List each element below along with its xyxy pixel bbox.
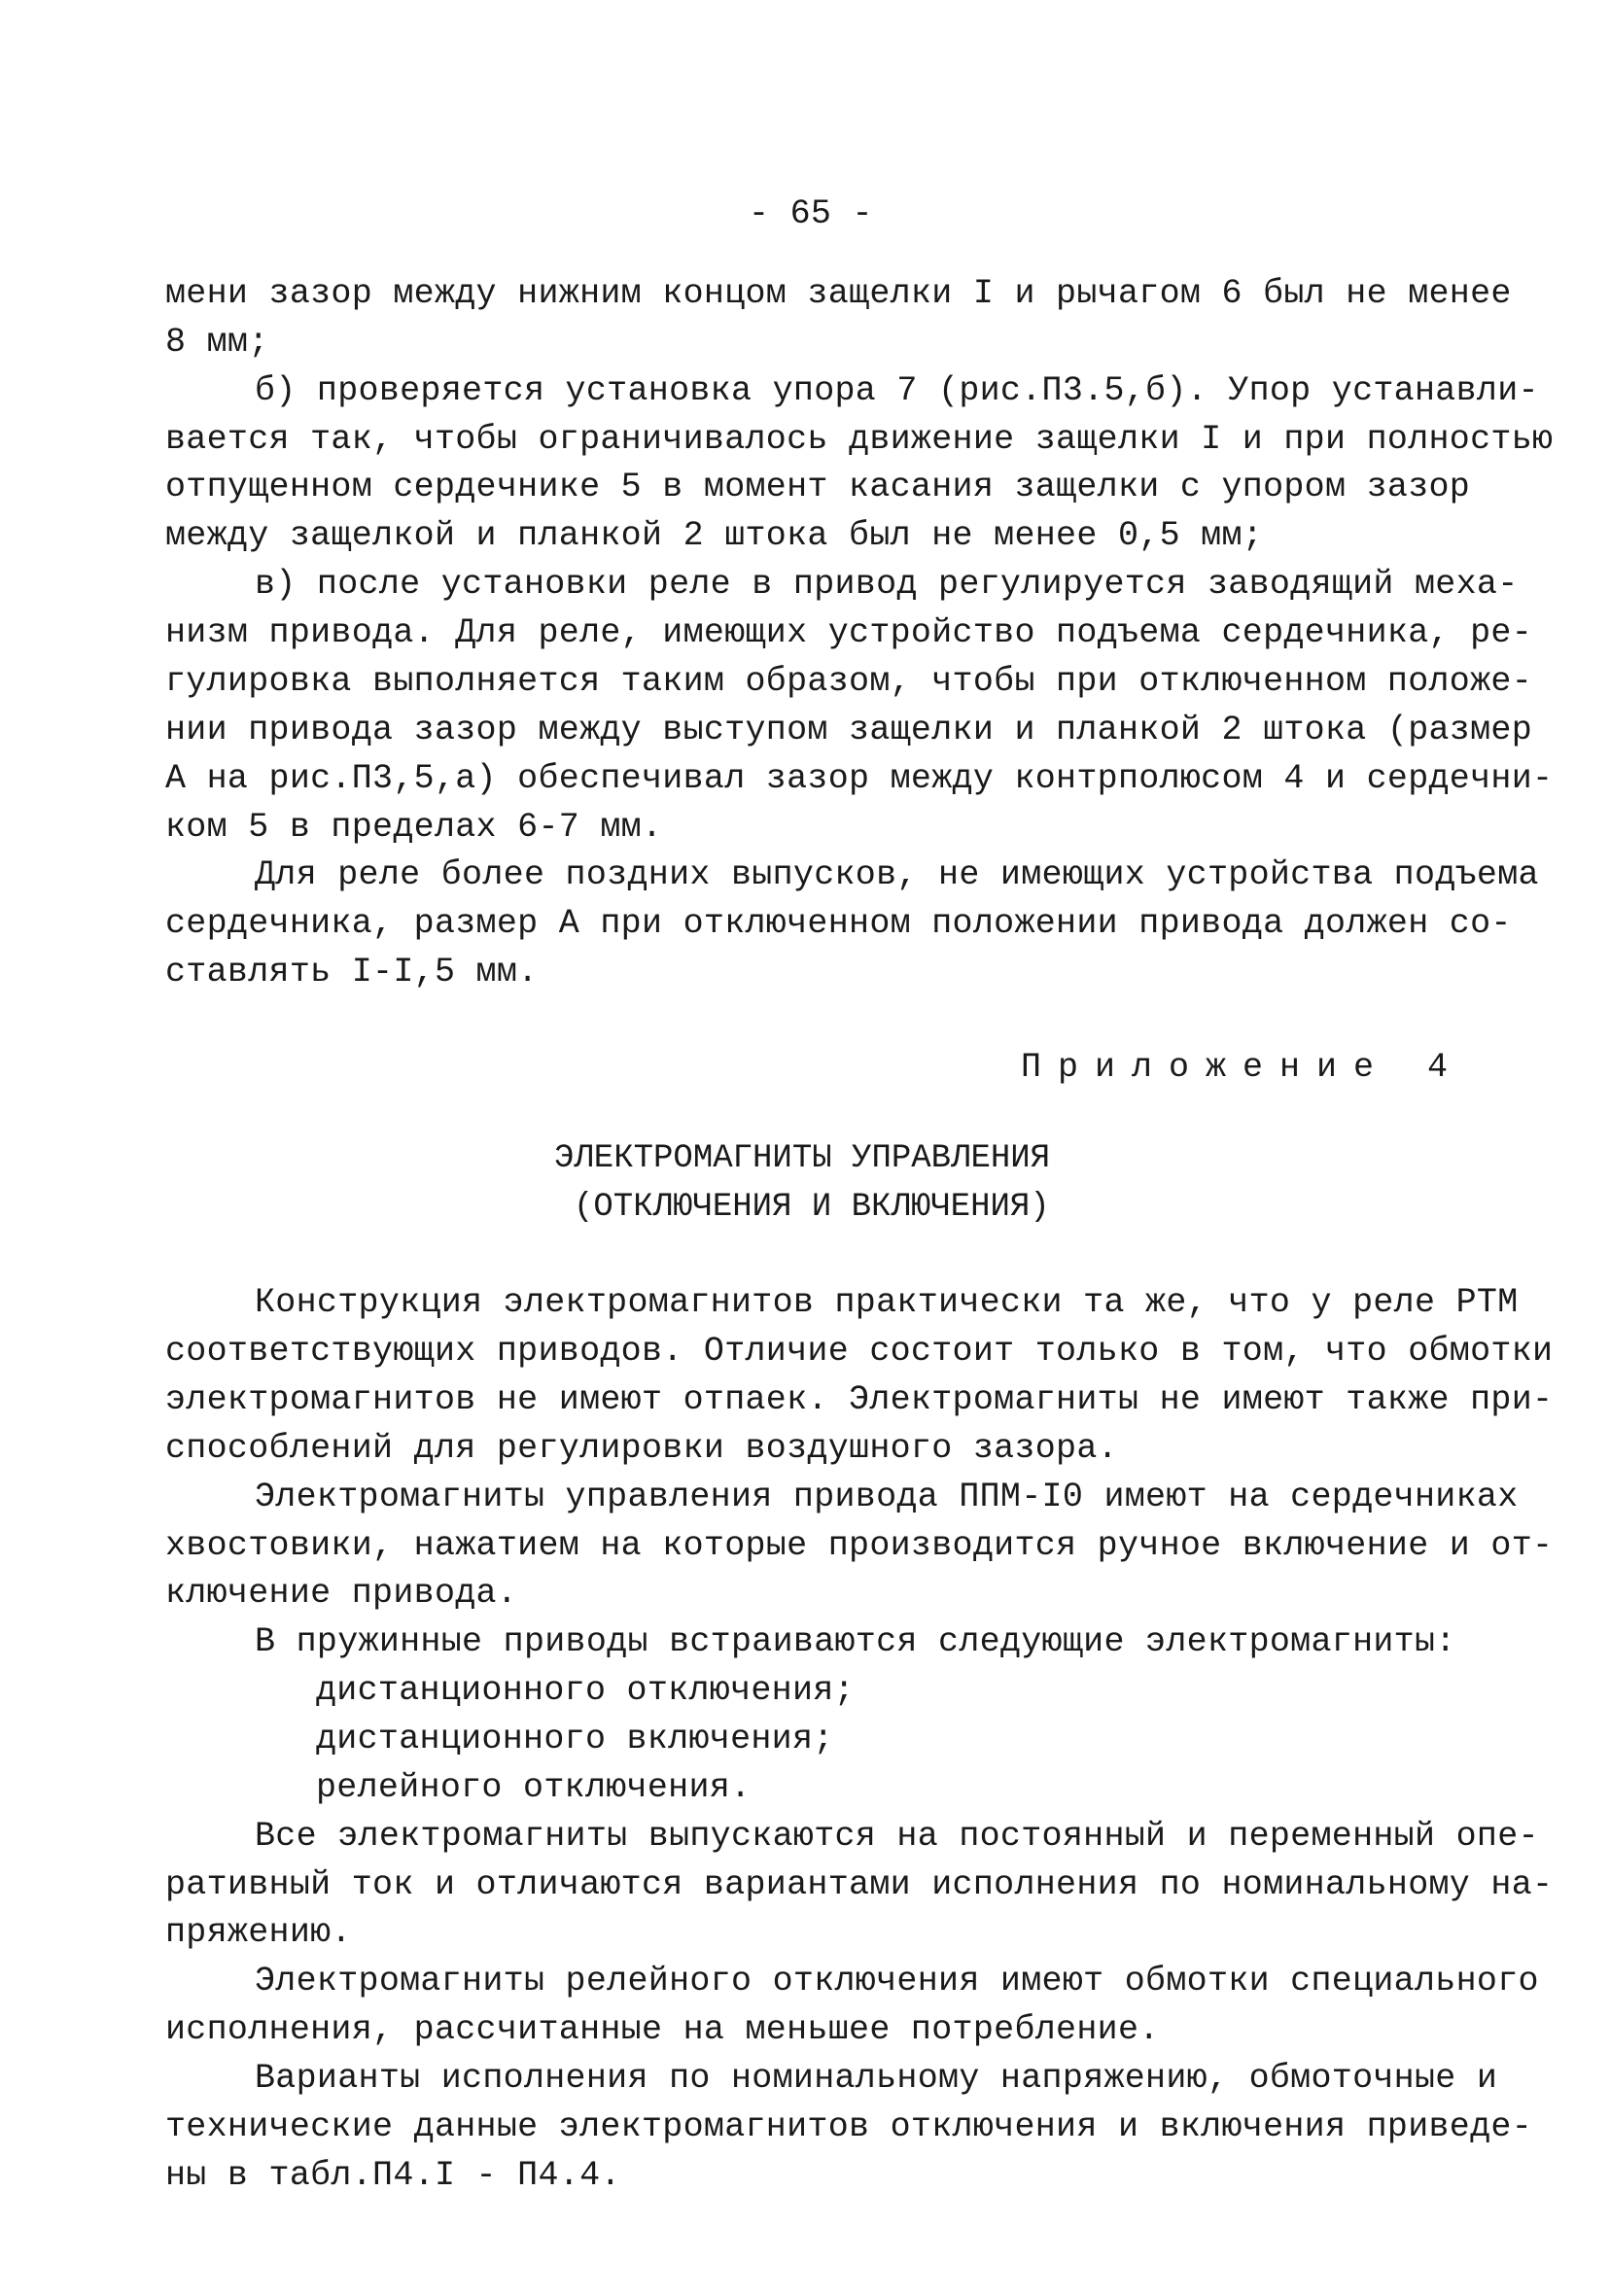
text-line: гулировка выполняется таким образом, чтобы при отключенном положе- <box>165 662 1533 701</box>
list-item: релейного отключения. <box>316 1768 752 1807</box>
text-line: в) после установки реле в привод регулируется заводящий меха- <box>255 565 1519 604</box>
text-line: исполнения, рассчитанные на меньшее потребление. <box>165 2010 1160 2049</box>
text-line: Электромагниты релейного отключения имеют обмотки специального <box>255 1962 1539 2000</box>
appendix-label: Приложение 4 <box>1020 1048 1464 1087</box>
section-title-line-1: ЭЛЕКТРОМАГНИТЫ УПРАВЛЕНИЯ <box>554 1140 1051 1177</box>
text-line: соответствующих приводов. Отличие состоит только в том, что обмотки <box>165 1332 1554 1371</box>
text-line: ключение привода. <box>165 1574 518 1613</box>
text-line: ративный ток и отличаются вариантами исполнения по номинальному на- <box>165 1865 1554 1904</box>
text-line: между защелкой и планкой 2 штока был не менее 0,5 мм; <box>165 516 1264 555</box>
text-line: вается так, чтобы ограничивалось движение защелки I и при полностью <box>165 420 1554 459</box>
text-line: нии привода зазор между выступом защелки и планкой 2 штока (размер <box>165 711 1533 749</box>
text-line: Для реле более поздних выпусков, не имеющих устройства подъема <box>255 855 1539 894</box>
list-item: дистанционного отключения; <box>316 1671 855 1710</box>
text-line: Электромагниты управления привода ППМ-I0 имеют на сердечниках <box>255 1478 1519 1516</box>
text-line: низм привода. Для реле, имеющих устройство подъема сердечника, ре- <box>165 613 1533 652</box>
text-line: Конструкция электромагнитов практически та же, что у реле РТМ <box>255 1283 1519 1322</box>
section-title-line-2: (ОТКЛЮЧЕНИЯ И ВКЛЮЧЕНИЯ) <box>574 1189 1050 1226</box>
page-number: - 65 - <box>749 194 873 233</box>
text-line: ны в табл.П4.I - П4.4. <box>165 2156 621 2195</box>
text-line: В пружинные приводы встраиваются следующие электромагниты: <box>255 1622 1456 1661</box>
text-line: отпущенном сердечнике 5 в момент касания защелки с упором зазор <box>165 468 1471 506</box>
text-line: Все электромагниты выпускаются на постоянный и переменный опе- <box>255 1817 1539 1856</box>
text-line: электромагнитов не имеют отпаек. Электромагниты не имеют также при- <box>165 1380 1554 1419</box>
text-line: А на рис.П3,5,а) обеспечивал зазор между контрполюсом 4 и сердечни- <box>165 759 1554 798</box>
text-line: ставлять I-I,5 мм. <box>165 953 539 991</box>
list-item: дистанционного включения; <box>316 1720 834 1758</box>
text-line: пряжению. <box>165 1913 352 1952</box>
text-line: сердечника, размер А при отключенном положении привода должен со- <box>165 904 1512 943</box>
text-line: Варианты исполнения по номинальному напряжению, обмоточные и <box>255 2059 1498 2098</box>
text-line: ком 5 в пределах 6-7 мм. <box>165 808 663 847</box>
text-line: хвостовики, нажатием на которые производится ручное включение и от- <box>165 1526 1554 1565</box>
text-line: б) проверяется установка упора 7 (рис.П3.5,б). Упор устанавли- <box>255 371 1539 410</box>
text-line: 8 мм; <box>165 323 269 362</box>
text-line: способлений для регулировки воздушного зазора. <box>165 1429 1118 1468</box>
text-line: мени зазор между нижним концом защелки I и рычагом 6 был не менее <box>165 274 1512 313</box>
text-line: технические данные электромагнитов отключения и включения приведе- <box>165 2107 1533 2146</box>
